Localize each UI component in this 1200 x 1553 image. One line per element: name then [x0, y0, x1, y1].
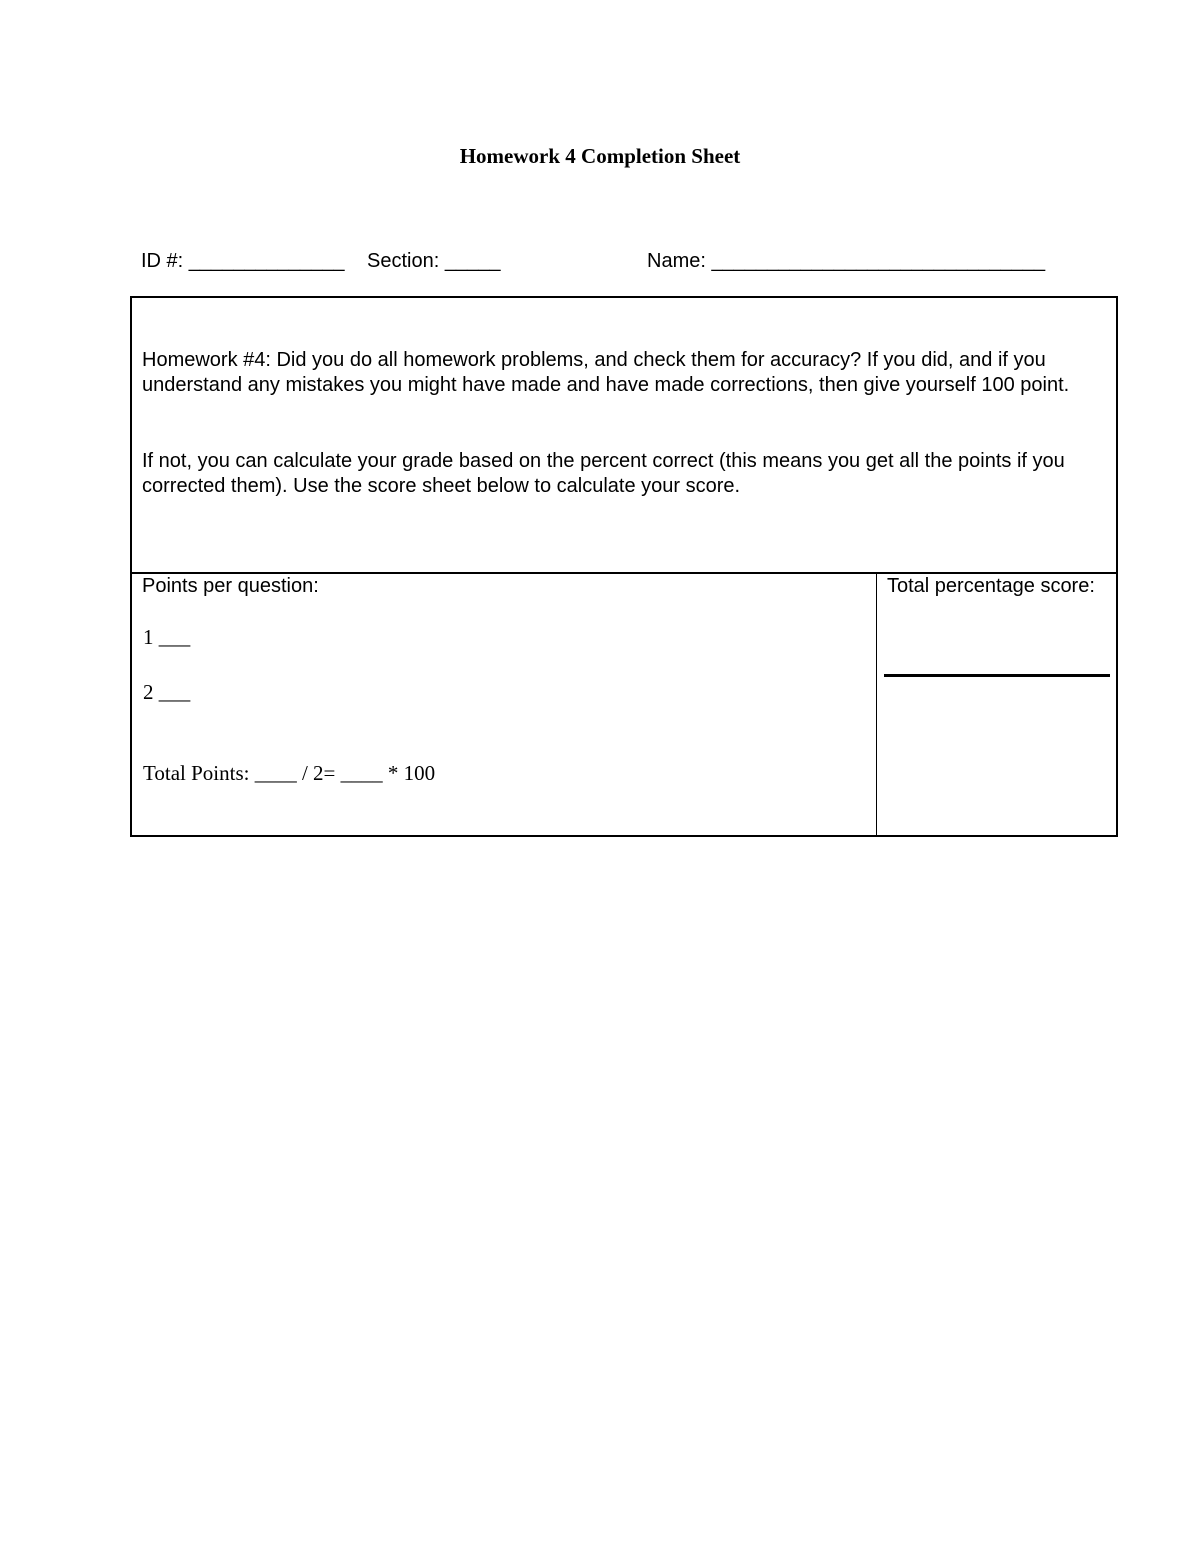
points-per-question-label: Points per question:	[142, 575, 319, 597]
instructions-section	[132, 298, 1116, 574]
completion-box	[130, 296, 1118, 837]
total-points-formula: Total Points: ____ / 2= ____ * 100	[143, 761, 436, 785]
instructions-paragraph-2: If not, you can calculate your grade based on the percent correct (this means you get all the points if you corrected them). Use the score sheet below to calculate your score.	[142, 450, 1065, 497]
question-1-blank: 1 ___	[143, 625, 191, 649]
id-field-label: ID #: ______________	[141, 250, 345, 272]
name-field-label: Name: ______________________________	[647, 250, 1046, 272]
page-title: Homework 4 Completion Sheet	[459, 144, 741, 168]
percentage-section	[877, 574, 1116, 835]
points-section	[132, 574, 877, 835]
section-field-label: Section: _____	[367, 250, 501, 272]
question-2-blank: 2 ___	[143, 680, 191, 704]
total-percentage-label: Total percentage score:	[887, 575, 1095, 597]
instructions-paragraph-1: Homework #4: Did you do all homework problems, and check them for accuracy? If you did, and if you understand any mistakes you might have made and have made corrections, then give yourself 100 point.	[142, 349, 1070, 396]
score-entry-line	[884, 674, 1110, 677]
